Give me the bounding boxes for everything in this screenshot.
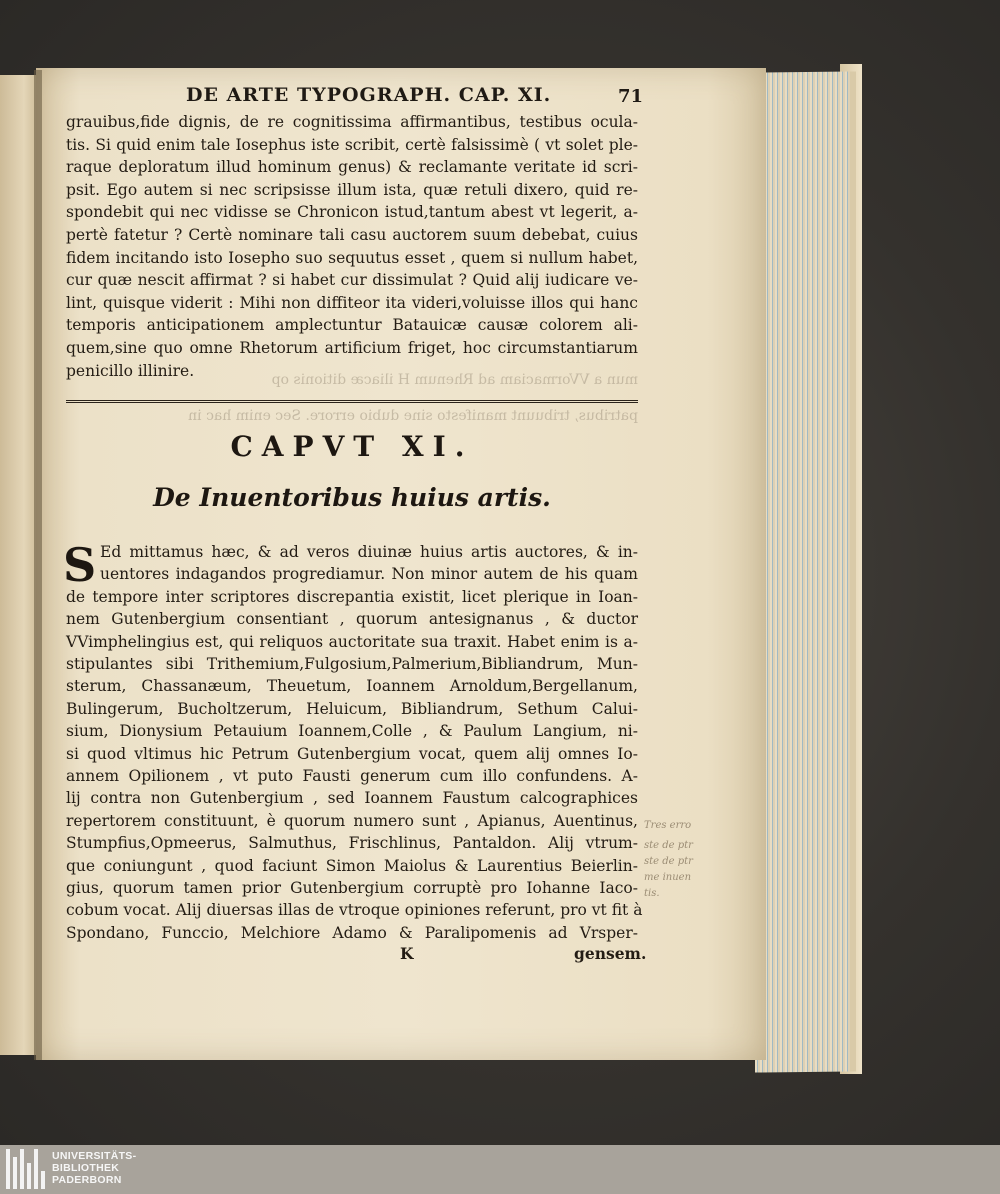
text-line: tis. Si quid enim tale Iosephus iste scribit, certè falsissimè ( vt solet ple-	[66, 135, 638, 154]
chapter-subtitle: De Inuentoribus huius artis.	[153, 483, 551, 512]
drop-capital: S	[63, 538, 97, 592]
margin-note: Tres erro	[644, 820, 692, 831]
text-line: temporis anticipationem amplectuntur Batauicæ causæ colorem ali-	[66, 316, 638, 335]
text-line: que coniungunt , quod faciunt Simon Maiolus & Laurentius Beierlin-	[66, 856, 638, 875]
margin-note: tis.	[644, 888, 660, 899]
text-line: raque deploratum illud hominum genus) & reclamante veritate id scri-	[66, 158, 638, 177]
gutter-shadow	[34, 70, 42, 1060]
bleedthrough-text: mun a VVormaciam ad Rhenum H iliacæ ditionis op	[271, 372, 638, 388]
text-line: sterum, Chassanæum, Theuetum, Ioannem Arnoldum,Bergellanum,	[66, 677, 638, 696]
text-line: lint, quisque viderit : Mihi non diffiteor ita videri,voluisse illos qui hanc	[66, 293, 638, 312]
text-line: grauibus,fide dignis, de re cognitissima affirmantibus, testibus ocula-	[66, 113, 638, 131]
text-line: cobum vocat. Alij diuersas illas de vtroque opiniones referunt, pro vt fit à	[66, 901, 643, 920]
text-line: sium, Dionysium Petauium Ioannem,Colle , & Paulum Langium, ni-	[66, 722, 638, 741]
text-line: Bulingerum, Bucholtzerum, Heluicum, Bibliandrum, Sethum Calui-	[66, 699, 638, 718]
text-line: si quod vltimus hic Petrum Gutenbergium vocat, quem alij omnes Io-	[66, 744, 638, 763]
text-line: nem Gutenbergium consentiant , quorum antesignanus , & ductor	[66, 610, 638, 629]
margin-note: me inuen	[644, 872, 692, 883]
text-line: lij contra non Gutenbergium , sed Ioannem Faustum calcographices	[66, 789, 638, 808]
text-line: spondebit qui nec vidisse se Chronicon istud,tantum abest vt legerit, a-	[66, 203, 638, 222]
text-line: Ed mittamus hæc, & ad veros diuinæ huius artis auctores, & in-	[100, 543, 638, 561]
text-line: uentores indagandos progrediamur. Non minor autem de his quam	[100, 565, 638, 584]
page-number: 71	[618, 86, 644, 107]
margin-note: ste de ptr	[644, 840, 693, 851]
signature-mark: K	[400, 944, 414, 963]
text-line: VVimphelingius est, qui reliquos auctoritate sua traxit. Habet enim is a-	[66, 632, 638, 651]
library-logo-icon	[6, 1149, 46, 1189]
text-line: pertè fatetur ? Certè nominare tali casu auctorem suum debebat, cuius	[66, 226, 638, 244]
chapter-title: CAPVT XI.	[230, 430, 474, 463]
text-line: cur quæ nescit affirmat ? si habet cur dissimulat ? Quid alij iudicare ve-	[66, 271, 638, 290]
text-line: de tempore inter scriptores discrepantia existit, licet plerique in Ioan-	[66, 587, 638, 606]
running-header: DE ARTE TYPOGRAPH. CAP. XI.	[186, 84, 552, 106]
library-name-line1: UNIVERSITÄTS-	[52, 1150, 137, 1162]
library-name	[52, 1150, 136, 1186]
margin-note: ste de ptr	[644, 856, 693, 867]
text-line: psit. Ego autem si nec scripsisse illum ista, quæ retuli dixero, quid re-	[66, 180, 638, 199]
page-stack-edges	[755, 71, 856, 1072]
text-line: Stumpfius,Opmeerus, Salmuthus, Frischlinus, Pantaldon. Alij vtrum-	[66, 834, 638, 853]
text-line: gius, quorum tamen prior Gutenbergium corruptè pro Iohanne Iaco-	[66, 879, 638, 897]
library-footer-bar	[0, 1145, 1000, 1194]
library-name-line2: BIBLIOTHEK	[52, 1162, 120, 1174]
catchword: gensem.	[574, 944, 647, 963]
text-line: quem,sine quo omne Rhetorum artificium friget, hoc circumstantiarum	[66, 339, 638, 357]
text-line: stipulantes sibi Trithemium,Fulgosium,Palmerium,Bibliandrum, Mun-	[66, 655, 638, 673]
text-line: Spondano, Funccio, Melchiore Adamo & Paralipomenis ad Vrsper-	[66, 923, 638, 942]
text-line: repertorem constituunt, è quorum numero sunt , Apianus, Auentinus,	[66, 811, 638, 830]
library-name-line3: PADERBORN	[52, 1174, 122, 1186]
chapter-rule	[66, 400, 638, 403]
text-line: annem Opilionem , vt puto Fausti generum cum illo confundens. A-	[66, 767, 638, 785]
bleedthrough-text: patribus, tribuunt manifesto sine dubio errore. Sec enim hac in	[188, 408, 638, 424]
text-line: penicillo illinire.	[66, 361, 195, 380]
text-line: fidem incitando isto Iosepho suo sequutus esset , quem si nullum habet,	[66, 248, 638, 267]
